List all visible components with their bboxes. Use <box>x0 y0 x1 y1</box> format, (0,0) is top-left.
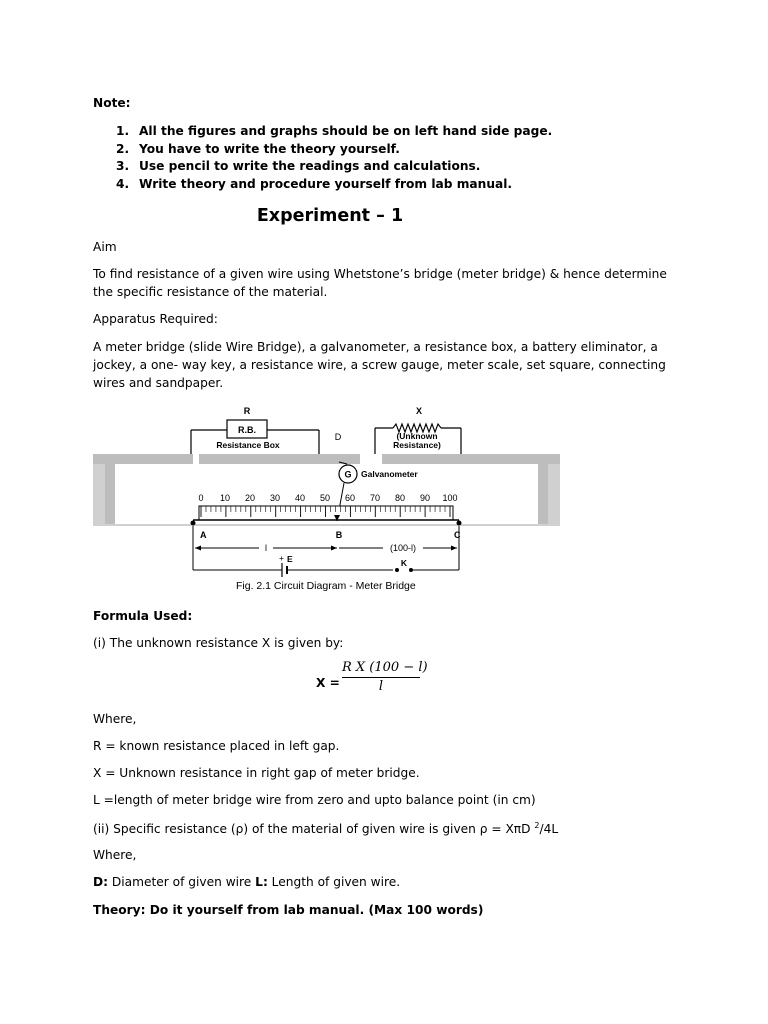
middle-strip <box>199 454 360 464</box>
note-heading: Note: <box>93 96 131 110</box>
key-contact-left <box>395 568 399 572</box>
label-unknown-1: (Unknown <box>396 431 438 441</box>
terminal-a <box>191 521 196 526</box>
figure-caption: Fig. 2.1 Circuit Diagram - Meter Bridge <box>236 580 416 592</box>
scale-tick-label: 10 <box>219 493 231 503</box>
l-label: L: <box>255 875 268 889</box>
label-r: R <box>243 406 251 416</box>
formula-intro: (i) The unknown resistance X is given by: <box>93 636 344 650</box>
scale-tick-label: 80 <box>394 493 406 503</box>
right-strip <box>382 454 560 464</box>
formula-denominator: l <box>378 679 384 694</box>
definition-l: L =length of meter bridge wire from zero and upto balance point (in cm) <box>93 793 536 807</box>
label-unknown-2: Resistance) <box>393 440 441 450</box>
apparatus-text: A meter bridge (slide Wire Bridge), a galvanometer, a resistance box, a battery eliminator, a jockey, a one- way key, a resistance wire, a screw gauge, meter scale, set square, connecting wires and sandpaper. <box>93 340 666 390</box>
note-item-text: Write theory and procedure yourself from lab manual. <box>139 177 513 191</box>
scale-tick-label: 70 <box>369 493 381 503</box>
label-a: A <box>200 530 207 540</box>
where-label: Where, <box>93 712 137 726</box>
length-l-arrow-right <box>331 546 337 551</box>
d-text: Diameter of given wire <box>108 875 256 889</box>
left-side-strip <box>105 454 115 524</box>
scale-tick-label: 30 <box>269 493 281 503</box>
scale-tick-label: 90 <box>419 493 431 503</box>
apparatus-heading: Apparatus Required: <box>93 312 218 326</box>
label-100-minus-l: (100-l) <box>389 543 417 553</box>
label-d: D <box>334 432 342 442</box>
label-k: K <box>400 558 408 568</box>
specific-resistance-exponent: 2 <box>534 821 540 830</box>
length-100-minus-l-arrow <box>451 546 457 551</box>
note-item <box>116 177 512 191</box>
key-contact-right <box>409 568 413 572</box>
note-item-text: You have to write the theory yourself. <box>139 142 400 156</box>
scale-tick-label: 50 <box>319 493 331 503</box>
label-g: G <box>344 469 352 480</box>
l-text: Length of given wire. <box>267 875 401 889</box>
aim-heading: Aim <box>93 240 117 254</box>
label-l: l <box>265 543 267 553</box>
note-item-number: 1. <box>116 124 130 138</box>
note-item-number: 4. <box>116 177 130 191</box>
terminal-c <box>457 521 462 526</box>
d-label: D: <box>93 875 108 889</box>
battery-plus-sign: + <box>279 553 284 563</box>
definition-x: X = Unknown resistance in right gap of meter bridge. <box>93 766 420 780</box>
theory-text: Do it yourself from lab manual. (Max 100 words) <box>145 903 484 917</box>
specific-resistance-text: (ii) Specific resistance (ρ) of the material of given wire is given ρ = XπD <box>93 822 531 837</box>
note-item <box>116 124 552 138</box>
label-rb: R.B. <box>238 425 256 435</box>
scale-tick-label: 20 <box>244 493 256 503</box>
specific-resistance-tail: /4L <box>539 822 559 837</box>
aim-text: To find resistance of a given wire using Whetstone’s bridge (meter bridge) & hence determine the specific resistance of the material. <box>93 267 667 299</box>
note-item-text: Use pencil to write the readings and calculations. <box>139 159 481 173</box>
length-l-arrow-left <box>195 546 201 551</box>
label-c: C <box>454 530 461 540</box>
where-label-2: Where, <box>93 848 137 862</box>
formula-heading: Formula Used: <box>93 609 193 623</box>
experiment-title: Experiment – 1 <box>256 206 404 226</box>
note-item-number: 3. <box>116 159 130 173</box>
specific-resistance-line <box>93 821 558 836</box>
meter-bridge-diagram <box>93 400 573 598</box>
note-item-text: All the figures and graphs should be on left hand side page. <box>139 124 553 138</box>
scale-tick-label: 60 <box>344 493 356 503</box>
scale-tick-label: 100 <box>442 493 458 503</box>
label-galvanometer: Galvanometer <box>361 469 418 479</box>
label-e: E <box>287 554 293 564</box>
formula-lhs: X = <box>316 676 340 690</box>
theory-line <box>93 903 483 917</box>
label-b: B <box>335 530 343 540</box>
label-x: X <box>415 406 423 416</box>
scale-tick-label: 40 <box>294 493 306 503</box>
note-item-number: 2. <box>116 142 130 156</box>
definition-r: R = known resistance placed in left gap. <box>93 739 340 753</box>
formula-numerator: R X (100 − l) <box>342 660 420 678</box>
theory-label: Theory: <box>93 903 146 917</box>
formula-fraction <box>342 660 428 694</box>
note-item <box>116 142 400 156</box>
note-item <box>116 159 480 173</box>
scale-tick-label: 0 <box>198 493 204 503</box>
definition-d-l <box>93 875 400 889</box>
middle-gap <box>360 454 382 464</box>
label-resistance-box: Resistance Box <box>216 440 280 450</box>
right-side-strip <box>538 454 548 524</box>
